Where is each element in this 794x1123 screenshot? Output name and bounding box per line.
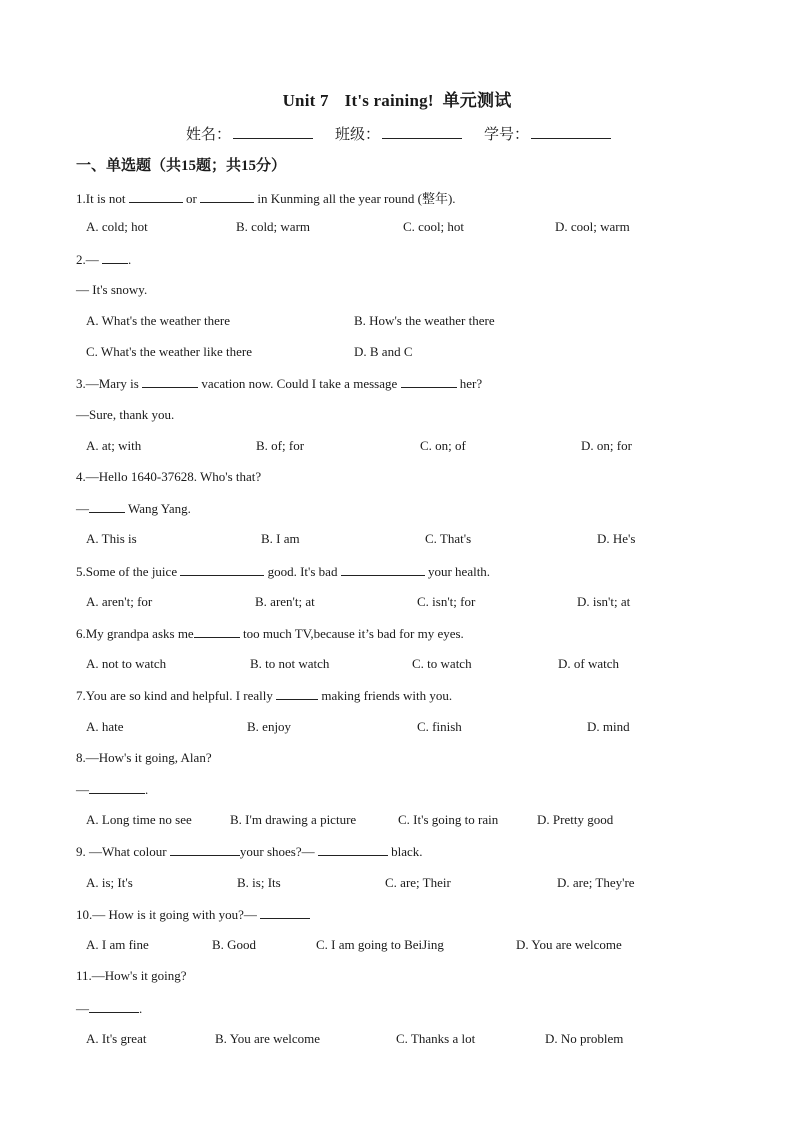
option-c[interactable]: C. It's going to rain <box>398 812 499 827</box>
question-stem <box>76 1000 142 1017</box>
option-d[interactable]: D. B and C <box>354 344 413 359</box>
option-a[interactable]: A. What's the weather there <box>86 313 230 328</box>
option-d[interactable]: D. isn't; at <box>577 594 631 609</box>
answer-blank[interactable] <box>194 625 240 638</box>
option-d[interactable]: D. No problem <box>545 1031 624 1046</box>
stem-text: 1.It is not <box>76 191 129 206</box>
stem-text: your shoes?— <box>239 844 318 859</box>
answer-blank[interactable] <box>170 843 240 856</box>
class-field <box>335 123 462 144</box>
stem-text: 2.— <box>76 252 102 267</box>
stem-text: 5.Some of the juice <box>76 564 181 579</box>
title-suffix: 单元测试 <box>442 91 512 110</box>
option-a[interactable]: A. not to watch <box>86 656 167 671</box>
answer-blank[interactable] <box>200 190 254 203</box>
option-d[interactable]: D. You are welcome <box>516 937 622 952</box>
option-c[interactable]: C. to watch <box>412 656 472 671</box>
stem-text: or <box>182 191 201 206</box>
answer-blank[interactable] <box>129 190 183 203</box>
stem-text: 3.—Mary is <box>76 376 143 391</box>
option-b[interactable]: B. to not watch <box>250 656 330 671</box>
option-c[interactable]: C. isn't; for <box>417 594 476 609</box>
option-a[interactable]: A. is; It's <box>86 875 133 890</box>
option-a[interactable]: A. It's great <box>86 1031 147 1046</box>
option-c[interactable]: C. on; of <box>420 438 466 453</box>
option-d[interactable]: D. He's <box>597 531 636 546</box>
question-stem <box>76 500 191 517</box>
stem-text: — <box>76 1001 89 1016</box>
stem-text: Wang Yang. <box>125 501 191 516</box>
option-c[interactable]: C. Thanks a lot <box>396 1031 476 1046</box>
answer-blank[interactable] <box>180 563 264 576</box>
option-d[interactable]: D. are; They're <box>557 875 635 890</box>
answer-blank[interactable] <box>401 375 457 388</box>
question-stem <box>76 906 310 923</box>
option-d[interactable]: D. cool; warm <box>555 219 630 234</box>
option-b[interactable]: B. is; Its <box>237 875 281 890</box>
answer-blank[interactable] <box>102 251 128 264</box>
class-blank[interactable] <box>382 124 462 139</box>
option-c[interactable]: C. I am going to BeiJing <box>316 937 444 952</box>
question-line: 11.—How's it going? <box>76 968 187 983</box>
option-d[interactable]: D. on; for <box>581 438 632 453</box>
page-title <box>0 86 794 111</box>
id-blank[interactable] <box>531 124 611 139</box>
option-b[interactable]: B. of; for <box>256 438 305 453</box>
option-b[interactable]: B. How's the weather there <box>354 313 495 328</box>
question-stem <box>76 687 452 704</box>
stem-text: 10.— How is it going with you?— <box>76 907 261 922</box>
question-stem <box>76 625 464 642</box>
student-info <box>186 123 633 144</box>
option-a[interactable]: A. at; with <box>86 438 142 453</box>
option-c[interactable]: C. finish <box>417 719 462 734</box>
option-c[interactable]: C. What's the weather like there <box>86 344 252 359</box>
option-c[interactable]: C. are; Their <box>385 875 451 890</box>
question-line: 4.—Hello 1640-37628. Who's that? <box>76 469 262 484</box>
stem-text: 9. —What colour <box>76 844 170 859</box>
option-c[interactable]: C. cool; hot <box>403 219 465 234</box>
stem-text: 6.My grandpa asks me <box>76 626 194 641</box>
name-label: 姓名： <box>186 127 232 143</box>
stem-text: good. It's bad <box>264 564 341 579</box>
option-a[interactable]: A. I am fine <box>86 937 149 952</box>
question-stem <box>76 781 148 798</box>
stem-text: black. <box>387 844 423 859</box>
option-a[interactable]: A. Long time no see <box>86 812 192 827</box>
option-a[interactable]: A. aren't; for <box>86 594 153 609</box>
id-label: 学号： <box>484 127 530 143</box>
question-stem <box>76 375 482 392</box>
option-a[interactable]: A. hate <box>86 719 124 734</box>
stem-text: her? <box>456 376 483 391</box>
question-stem <box>76 188 456 207</box>
option-b[interactable]: B. I'm drawing a picture <box>230 812 357 827</box>
stem-text: making friends with you. <box>318 688 453 703</box>
title-unit: Unit 7 <box>282 91 329 110</box>
stem-text: . <box>145 782 149 797</box>
option-b[interactable]: B. I am <box>261 531 300 546</box>
question-stem <box>76 563 490 580</box>
answer-blank[interactable] <box>89 500 125 513</box>
stem-text: in Kunming all the year round (整年). <box>254 191 456 206</box>
answer-blank[interactable] <box>276 687 318 700</box>
class-label: 班级： <box>335 127 381 143</box>
answer-blank[interactable] <box>260 906 310 919</box>
option-a[interactable]: A. This is <box>86 531 137 546</box>
stem-text: . <box>128 252 132 267</box>
stem-text: — <box>76 782 89 797</box>
stem-text: too much TV,because it’s bad for my eyes. <box>239 626 464 641</box>
answer-blank[interactable] <box>318 843 388 856</box>
stem-text: 7.You are so kind and helpful. I really <box>76 688 277 703</box>
section-heading: 一、单选题（共15题；共15分） <box>76 158 287 174</box>
answer-blank[interactable] <box>142 375 198 388</box>
question-line: 8.—How's it going, Alan? <box>76 750 212 765</box>
option-d[interactable]: D. mind <box>587 719 630 734</box>
option-b[interactable]: B. aren't; at <box>255 594 315 609</box>
id-field <box>484 123 611 144</box>
answer-blank[interactable] <box>89 781 145 794</box>
name-field <box>186 123 313 144</box>
option-b[interactable]: B. Good <box>212 937 257 952</box>
question-line: —Sure, thank you. <box>76 407 175 422</box>
question-stem <box>76 843 423 860</box>
stem-text: your health. <box>424 564 491 579</box>
answer-blank[interactable] <box>341 563 425 576</box>
option-d[interactable]: D. Pretty good <box>537 812 614 827</box>
option-c[interactable]: C. That's <box>425 531 472 546</box>
option-b[interactable]: B. enjoy <box>247 719 292 734</box>
stem-text: — <box>76 501 89 516</box>
option-a[interactable]: A. cold; hot <box>86 219 148 234</box>
stem-text: vacation now. Could I take a message <box>198 376 401 391</box>
option-b[interactable]: B. cold; warm <box>236 219 311 234</box>
title-name: It's raining! <box>344 91 434 110</box>
stem-text: . <box>139 1001 143 1016</box>
question-stem <box>76 251 131 268</box>
question-line: — It's snowy. <box>76 282 148 297</box>
option-b[interactable]: B. You are welcome <box>215 1031 321 1046</box>
name-blank[interactable] <box>233 124 313 139</box>
answer-blank[interactable] <box>89 1000 139 1013</box>
option-d[interactable]: D. of watch <box>558 656 620 671</box>
